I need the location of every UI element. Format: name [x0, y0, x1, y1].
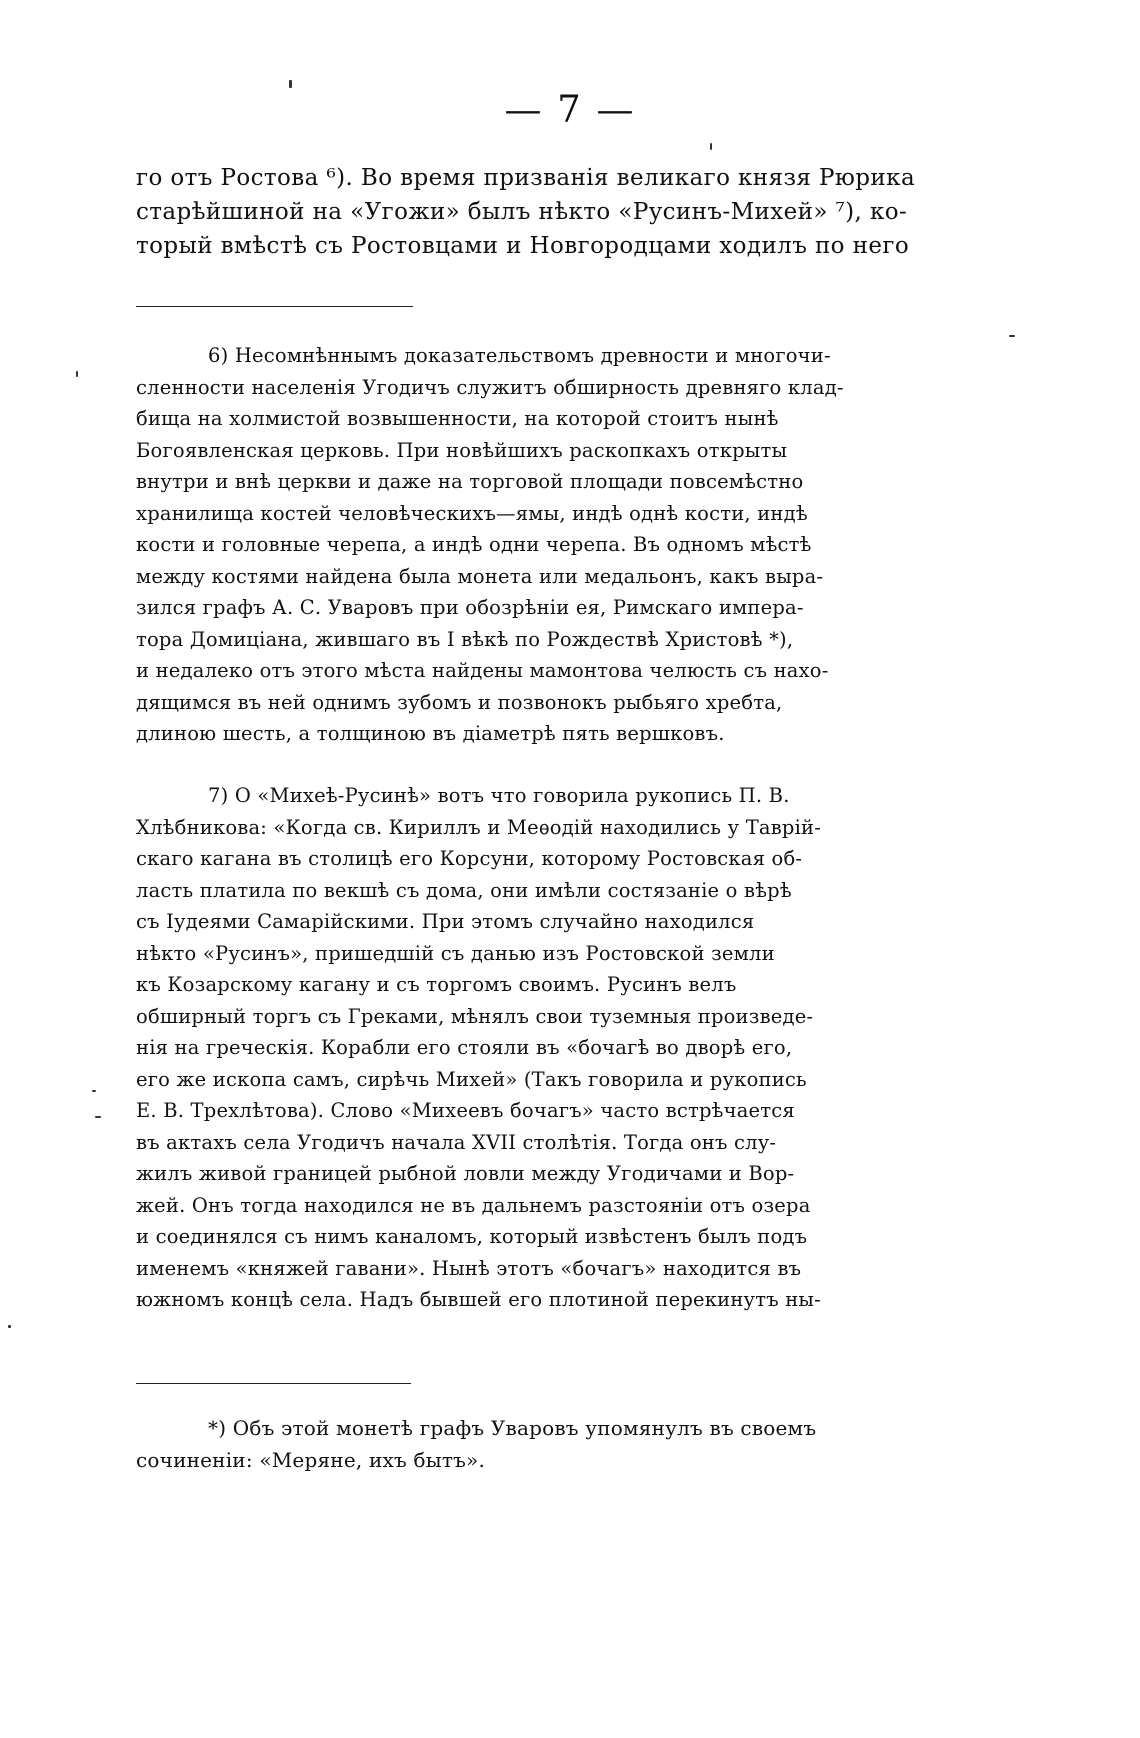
footnote-line: 6) Несомнѣннымъ доказательствомъ древности и многочи- [208, 344, 831, 367]
footnote-line: *) Объ этой монетѣ графъ Уваровъ упомянулъ въ своемъ [208, 1416, 817, 1440]
footnote-line: Хлѣбникова: «Когда св. Кириллъ и Меѳодій находились у Таврій- [136, 815, 822, 839]
footnote-line: сленности населенія Угодичъ служитъ обширность древняго клад- [136, 375, 844, 399]
page-number: — 7 — [504, 88, 636, 131]
footnote-line: внутри и внѣ церкви и даже на торговой площади повсемѣстно [136, 470, 804, 493]
footnote-6 [136, 340, 971, 750]
footnote-line: съ Іудеями Самарійскими. При этомъ случайно находился [136, 910, 755, 933]
footnote-line: южномъ концѣ села. Надъ бывшей его плотиной перекинутъ ны- [136, 1288, 821, 1311]
footnote-7 [136, 780, 971, 1316]
footnote-line: обширный торгъ съ Греками, мѣнялъ свои туземныя произведе- [136, 1004, 814, 1028]
footnote-line: нія на греческія. Корабли его стояли въ «бочагѣ во дворѣ его, [136, 1036, 793, 1059]
scan-speck [1009, 335, 1015, 337]
footnote-line: скаго кагана въ столицѣ его Корсуни, которому Ростовская об- [136, 847, 803, 870]
footnote-star [136, 1412, 971, 1476]
footnote-line: жилъ живой границей рыбной ловли между Угодичами и Вор- [136, 1162, 795, 1185]
footnote-line: дящимся въ ней однимъ зубомъ и позвонокъ рыбьяго хребта, [136, 690, 783, 714]
footnote-line: зился графъ А. С. Уваровъ при обозрѣніи ея, Римскаго импера- [136, 596, 804, 619]
footnote-line: сочиненіи: «Меряне, ихъ бытъ». [136, 1448, 485, 1472]
scan-speck [289, 80, 292, 88]
scan-speck [92, 1090, 96, 1092]
scan-speck [95, 1116, 101, 1118]
footnote-line: длиною шесть, а толщиною въ діаметрѣ пять вершковъ. [136, 722, 725, 745]
footnote-line: и недалеко отъ этого мѣста найдены мамонтова челюсть съ нахо- [136, 659, 829, 682]
footnote-line: 7) О «Михеѣ-Русинѣ» вотъ что говорила рукопись П. В. [208, 784, 790, 807]
main-text-line: старѣйшиной на «Угожи» былъ нѣкто «Русинъ-Михей» ⁷), ко- [136, 199, 908, 225]
footnote-separator [136, 306, 413, 307]
footnote-line: въ актахъ села Угодичъ начала XVII столѣтія. Тогда онъ слу- [136, 1130, 777, 1154]
footnote-line: бища на холмистой возвышенности, на которой стоитъ нынѣ [136, 407, 779, 430]
footnote-separator [136, 1383, 411, 1384]
footnote-line: ласть платила по векшѣ съ дома, они имѣли состязаніе о вѣрѣ [136, 878, 792, 902]
main-text-line: торый вмѣстѣ съ Ростовцами и Новгородцами ходилъ по него [136, 233, 910, 259]
footnote-line: его же ископа самъ, сирѣчь Михей» (Такъ говорила и рукопись [136, 1067, 807, 1091]
footnote-line: хранилища костей человѣческихъ—ямы, индѣ однѣ кости, индѣ [136, 501, 808, 525]
scan-speck [76, 371, 78, 377]
footnote-line: къ Козарскому кагану и съ торгомъ своимъ. Русинъ велъ [136, 973, 737, 996]
footnote-line: жей. Онъ тогда находился не въ дальнемъ разстояніи отъ озера [136, 1193, 811, 1217]
footnote-line: и соединялся съ нимъ каналомъ, который извѣстенъ былъ подъ [136, 1225, 808, 1248]
footnote-line: кости и головные черепа, а индѣ одни черепа. Въ одномъ мѣстѣ [136, 533, 812, 556]
scan-speck [8, 1325, 11, 1328]
footnote-line: между костями найдена была монета или медальонъ, какъ выра- [136, 564, 824, 588]
footnote-line: Е. В. Трехлѣтова). Слово «Михеевъ бочагъ» часто встрѣчается [136, 1099, 795, 1122]
footnote-line: именемъ «княжей гавани». Нынѣ этотъ «бочагъ» находится въ [136, 1256, 802, 1280]
footnote-line: нѣкто «Русинъ», пришедшій съ данью изъ Ростовской земли [136, 941, 775, 965]
footnote-line: тора Домиціана, жившаго въ I вѣкѣ по Рождествѣ Христовѣ *), [136, 627, 794, 651]
main-text-line: го отъ Ростова ⁶). Во время призванія великаго князя Рюрика [136, 165, 916, 191]
footnote-line: Богоявленская церковь. При новѣйшихъ раскопкахъ открыты [136, 438, 788, 462]
scan-speck [710, 143, 712, 150]
main-text [136, 161, 966, 263]
